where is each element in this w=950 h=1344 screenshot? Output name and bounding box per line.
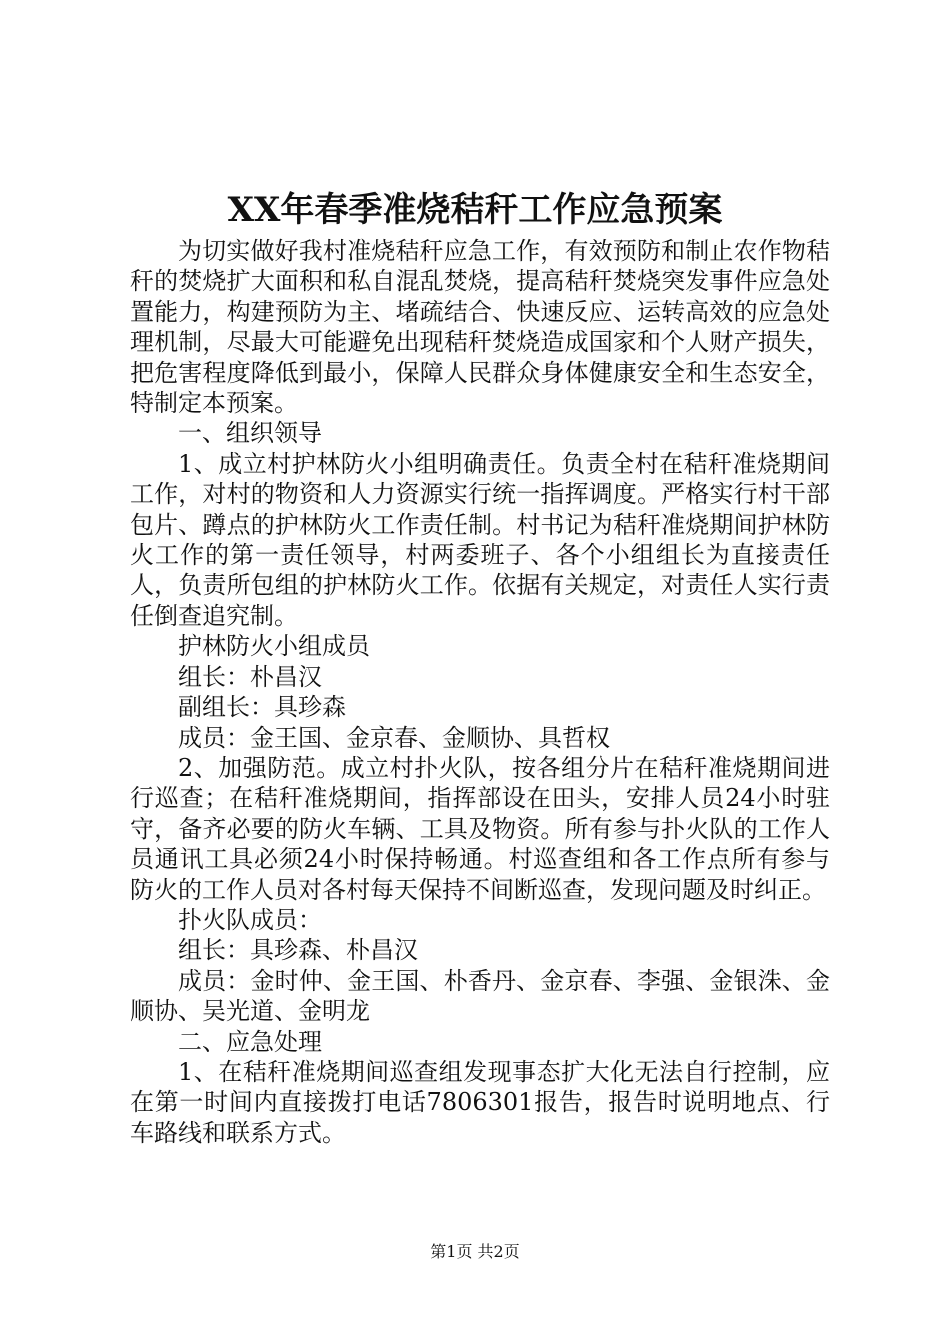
section-heading-organization: 一、组织领导 (178, 419, 322, 448)
paragraph-team-leader: 组长：朴昌汉 (178, 662, 322, 691)
paragraph-firefighting-leader: 组长：具珍森、朴昌汉 (178, 936, 418, 965)
paragraph-deputy-leader: 副组长：具珍森 (178, 693, 346, 722)
document-title: XX年春季准烧秸秆工作应急预案 (227, 190, 723, 230)
paragraph-firefighting-team-heading: 扑火队成员： (178, 905, 322, 934)
paragraph-team-members: 成员：金王国、金京春、金顺协、具哲权 (178, 723, 610, 752)
paragraph-emergency-1: 1、在秸秆准烧期间巡查组发现事态扩大化无法自行控制，应在第一时间内直接拨打电话7806301报告，报告时说明地点、行车路线和联系方式。 (130, 1057, 830, 1147)
section-heading-emergency: 二、应急处理 (178, 1027, 322, 1056)
document-body (130, 236, 830, 1148)
paragraph-intro: 为切实做好我村准烧秸秆应急工作，有效预防和制止农作物秸秆的焚烧扩大面积和私自混乱焚烧，提高秸秆焚烧突发事件应急处置能力，构建预防为主、堵疏结合、快速反应、运转高效的应急处理机制，尽最大可能避免出现秸秆焚烧造成国家和个人财产损失，把危害程度降低到最小，保障人民群众身体健康安全和生态安全，特制定本预案。 (130, 237, 830, 418)
paragraph-organization-1: 1、成立村护林防火小组明确责任。负责全村在秸秆准烧期间工作，对村的物资和人力资源实行统一指挥调度。严格实行村干部包片、蹲点的护林防火工作责任制。村书记为秸秆准烧期间护林防火工作的第一责任领导，村两委班子、各个小组组长为直接责任人，负责所包组的护林防火工作。依据有关规定，对责任人实行责任倒查追究制。 (130, 449, 830, 630)
paragraph-prevention: 2、加强防范。成立村扑火队，按各组分片在秸秆准烧期间进行巡查；在秸秆准烧期间，指挥部设在田头，安排人员24小时驻守，备齐必要的防火车辆、工具及物资。所有参与扑火队的工作人员通讯工具必须24小时保持畅通。村巡查组和各工作点所有参与防火的工作人员对各村每天保持不间断巡查，发现问题及时纠正。 (130, 753, 830, 904)
page-footer: 第1页 共2页 (430, 1242, 520, 1261)
paragraph-fire-team-heading: 护林防火小组成员 (178, 632, 370, 661)
paragraph-firefighting-members: 成员：金时仲、金王国、朴香丹、金京春、李强、金银洙、金顺协、吴光道、金明龙 (130, 966, 830, 1026)
